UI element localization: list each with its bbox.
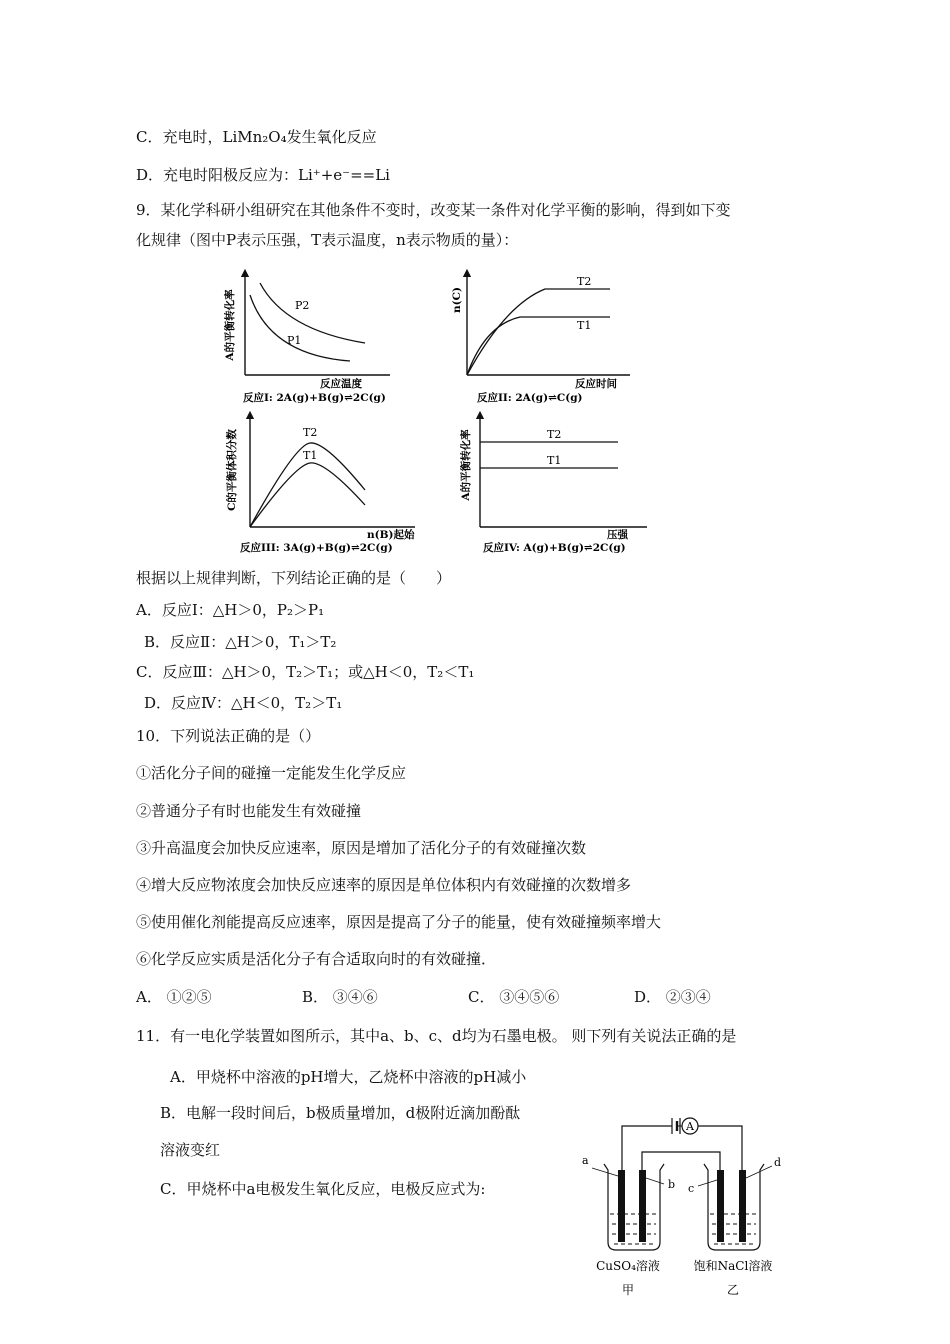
graph-1-label-p2: P2: [295, 299, 310, 312]
graph-3-label-t2: T2: [303, 426, 318, 439]
electrode-d: [739, 1170, 746, 1242]
graph-4-xlabel: 压强: [607, 529, 628, 541]
right-beaker-name: 乙: [726, 1283, 740, 1297]
graph-2: [451, 273, 630, 404]
q9-question: 根据以上规律判断，下列结论正确的是（ ）: [136, 569, 452, 587]
graph-3-ylabel: C的平衡体积分数: [226, 429, 238, 511]
q9-figure: [215, 265, 655, 560]
graph-4-caption: 反应IV: A(g)+B(g)⇌2C(g): [483, 542, 626, 554]
q10-statement-5: ⑤使用催化剂能提高反应速率，原因是提高了分子的能量，使有效碰撞频率增大: [136, 913, 662, 931]
graph-2-label-t2: T2: [577, 275, 592, 288]
graph-3: [225, 415, 415, 554]
graph-1: [223, 273, 390, 404]
q10-statement-2: ②普通分子有时也能发生有效碰撞: [136, 802, 362, 820]
graph-1-caption: 反应I: 2A(g)+B(g)⇌2C(g): [243, 392, 386, 404]
graph-2-curve-t2: [467, 289, 610, 375]
ammeter-label: A: [686, 1120, 694, 1133]
q8-option-d: D．充电时阳极反应为：Li⁺+e⁻==Li: [136, 166, 390, 184]
left-beaker-name: 甲: [621, 1283, 635, 1297]
ammeter: [682, 1118, 698, 1134]
q11-option-b-line2: 溶液变红: [160, 1141, 221, 1159]
graph-4: [459, 415, 647, 554]
graph-2-label-t1: T1: [577, 319, 592, 332]
graph-1-xlabel: 反应温度: [320, 378, 362, 390]
q10-statement-6: ⑥化学反应实质是活化分子有合适取向时的有效碰撞．: [136, 950, 497, 968]
q10-option-c: C． ③④⑤⑥: [468, 988, 560, 1006]
label-a: a: [582, 1154, 589, 1167]
graph-3-caption: 反应III: 3A(g)+B(g)⇌2C(g): [240, 542, 393, 554]
graph-4-label-t2: T2: [547, 428, 562, 441]
q11-option-a: A．甲烧杯中溶液的pH增大，乙烧杯中溶液的pH减小: [170, 1068, 527, 1086]
q10-stem: 10．下列说法正确的是（）: [136, 727, 321, 745]
left-solution-label: CuSO₄溶液: [596, 1259, 660, 1273]
graph-3-label-t1: T1: [303, 449, 318, 462]
q11-option-b-line1: B．电解一段时间后，b极质量增加，d极附近滴加酚酞: [160, 1104, 521, 1122]
graph-2-caption: 反应II: 2A(g)⇌C(g): [477, 392, 583, 404]
beaker-right: [704, 1164, 764, 1250]
q9-stem-line2: 化规律（图中P表示压强，T表示温度，n表示物质的量）：: [136, 231, 519, 249]
q8-option-c: C．充电时，LiMn₂O₄发生氧化反应: [136, 128, 377, 146]
q9-option-c: C．反应Ⅲ：△H＞0，T₂＞T₁；或△H＜0，T₂＜T₁: [136, 663, 475, 681]
right-solution-label: 饱和NaCl溶液: [693, 1259, 773, 1273]
q10-statement-4: ④增大反应物浓度会加快反应速率的原因是单位体积内有效碰撞的次数增多: [136, 876, 632, 894]
q11-stem: 11．有一电化学装置如图所示，其中a、b、c、d均为石墨电极。 则下列有关说法正确的是: [136, 1027, 737, 1045]
graph-3-curve-t1: [250, 463, 365, 527]
graph-1-label-p1: P1: [287, 334, 302, 347]
q10-statement-1: ①活化分子间的碰撞一定能发生化学反应: [136, 764, 407, 782]
label-b: b: [668, 1178, 676, 1191]
graph-2-ylabel: n(C): [451, 287, 463, 313]
q10-option-a: A． ①②⑤: [136, 988, 212, 1006]
graph-2-xlabel: 反应时间: [575, 378, 617, 390]
q10-option-d: D． ②③④: [634, 988, 711, 1006]
electrode-b: [639, 1170, 646, 1242]
q10-statement-3: ③升高温度会加快反应速率，原因是增加了活化分子的有效碰撞次数: [136, 839, 587, 857]
graph-3-xlabel: n(B)起始: [367, 529, 415, 541]
q10-option-b: B． ③④⑥: [302, 988, 378, 1006]
q9-option-b: B．反应Ⅱ：△H＞0，T₁＞T₂: [144, 633, 337, 651]
graph-1-ylabel: A的平衡转化率: [224, 289, 236, 361]
electrode-a: [618, 1170, 625, 1242]
q11-cell-diagram: [570, 1108, 790, 1300]
beaker-left: [604, 1164, 664, 1250]
label-c: c: [688, 1182, 695, 1195]
q9-option-a: A．反应Ⅰ：△H＞0，P₂＞P₁: [136, 601, 325, 619]
q9-stem-line1: 9．某化学科研小组研究在其他条件不变时，改变某一条件对化学平衡的影响，得到如下变: [136, 201, 731, 219]
graph-4-ylabel: A的平衡转化率: [460, 429, 472, 501]
q11-option-c: C．甲烧杯中a电极发生氧化反应，电极反应式为:: [160, 1180, 486, 1198]
graph-4-label-t1: T1: [547, 454, 562, 467]
label-d: d: [774, 1156, 782, 1169]
q9-option-d: D．反应Ⅳ：△H＜0，T₂＞T₁: [144, 694, 343, 712]
electrode-c: [717, 1170, 724, 1242]
